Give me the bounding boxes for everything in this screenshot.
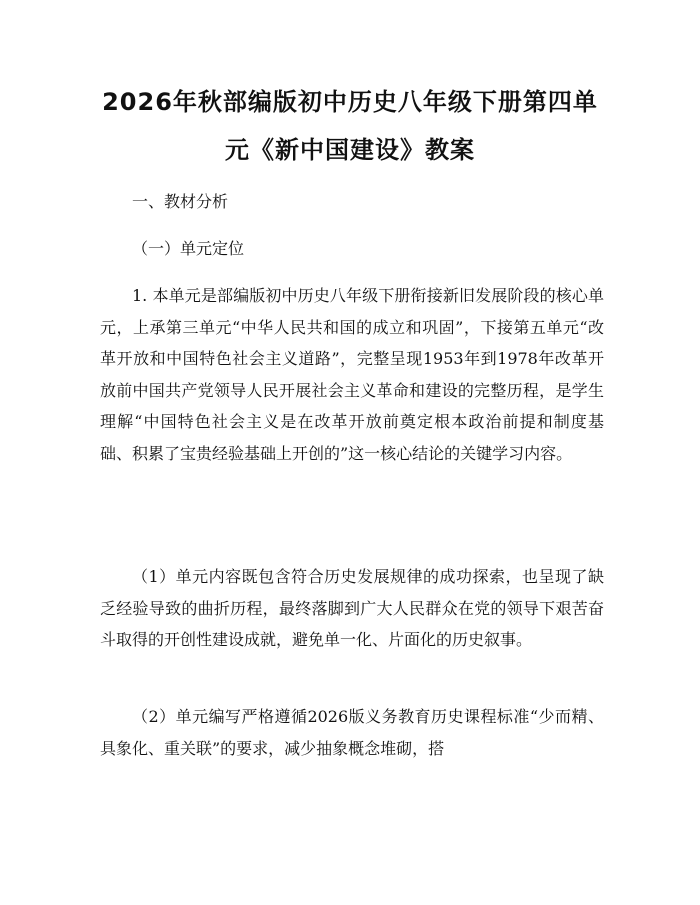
paragraph-content-scope: （1）单元内容既包含符合历史发展规律的成功探索，也呈现了缺乏经验导致的曲折历程，最终落脚到广大人民群众在党的领导下艰苦奋斗取得的开创性建设成就，避免单一化、片面化的历史叙事。: [100, 567, 604, 649]
paragraph-curriculum-standard: （2）单元编写严格遵循2026版义务教育历史课程标准“少而精、具象化、重关联”的要求，减少抽象概念堆砌，搭: [100, 707, 604, 758]
document-title: 2026年秋部编版初中历史八年级下册第四单元《新中国建设》教案: [102, 88, 598, 164]
subsection-heading: （一）单元定位: [132, 239, 245, 258]
section-heading: 一、教材分析: [132, 192, 229, 211]
paragraph-unit-position: 1. 本单元是部编版初中历史八年级下册衔接新旧发展阶段的核心单元，上承第三单元“中华人民共和国的成立和巩固”，下接第五单元“改革开放和中国特色社会主义道路”，完整呈现1953年到1978年改革开放前中国共产党领导人民开展社会主义革命和建设的完整历程，是学生理解“中国特色社会主义是在改革开放前奠定根本政治前提和制度基础、积累了宝贵经验基础上开创的”这一核心结论的关键学习内容。: [100, 286, 604, 463]
